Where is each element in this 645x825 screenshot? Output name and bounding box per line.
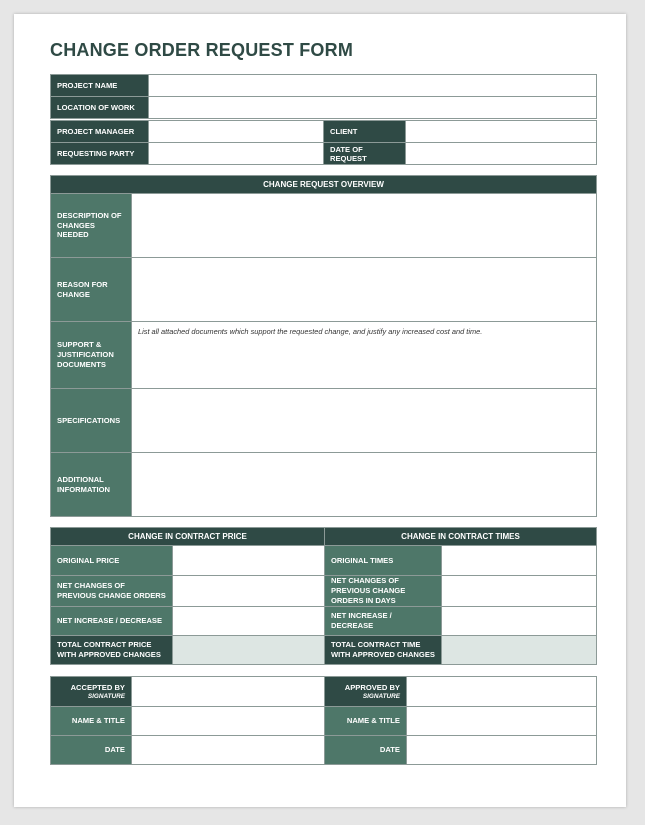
contract-price-header: CHANGE IN CONTRACT PRICE	[51, 528, 325, 546]
description-field[interactable]	[132, 194, 597, 258]
approved-name-title-label: NAME & TITLE	[325, 707, 407, 736]
accepted-name-title-label: NAME & TITLE	[51, 707, 132, 736]
total-time-label: TOTAL CONTRACT TIME WITH APPROVED CHANGES	[325, 635, 442, 664]
change-request-overview-table	[50, 175, 597, 517]
net-previous-price-field[interactable]	[173, 576, 325, 607]
original-price-field[interactable]	[173, 546, 325, 576]
net-previous-price-label: NET CHANGES OF PREVIOUS CHANGE ORDERS	[51, 576, 173, 607]
net-previous-times-label: NET CHANGES OF PREVIOUS CHANGE ORDERS IN DAYS	[325, 576, 442, 607]
accepted-by-text: ACCEPTED BY	[70, 683, 125, 692]
overview-header: CHANGE REQUEST OVERVIEW	[51, 176, 597, 194]
total-price-label: TOTAL CONTRACT PRICE WITH APPROVED CHANGES	[51, 635, 173, 664]
accepted-date-field[interactable]	[132, 736, 325, 765]
form-page	[14, 14, 626, 807]
additional-info-label: ADDITIONAL INFORMATION	[51, 453, 132, 517]
location-of-work-label: LOCATION OF WORK	[51, 97, 149, 119]
project-name-label: PROJECT NAME	[51, 75, 149, 97]
approved-date-field[interactable]	[407, 736, 597, 765]
specifications-field[interactable]	[132, 389, 597, 453]
client-field[interactable]	[406, 121, 597, 143]
project-manager-label: PROJECT MANAGER	[51, 121, 149, 143]
accepted-date-label: DATE	[51, 736, 132, 765]
approved-name-title-field[interactable]	[407, 707, 597, 736]
reason-field[interactable]	[132, 258, 597, 322]
additional-info-field[interactable]	[132, 453, 597, 517]
accepted-by-label	[51, 677, 132, 707]
contract-times-header: CHANGE IN CONTRACT TIMES	[325, 528, 597, 546]
net-increase-times-field[interactable]	[442, 606, 597, 635]
total-price-field[interactable]	[173, 635, 325, 664]
support-note[interactable]: List all attached documents which support the requested change, and justify any increased cost and time.	[132, 322, 597, 389]
original-times-field[interactable]	[442, 546, 597, 576]
requesting-party-field[interactable]	[149, 143, 324, 165]
original-price-label: ORIGINAL PRICE	[51, 546, 173, 576]
specifications-label: SPECIFICATIONS	[51, 389, 132, 453]
net-previous-times-field[interactable]	[442, 576, 597, 607]
date-of-request-label: DATE OF REQUEST	[324, 143, 406, 165]
approved-by-text: APPROVED BY	[344, 683, 400, 692]
contract-changes-table	[50, 527, 597, 665]
form-title: CHANGE ORDER REQUEST FORM	[50, 40, 354, 60]
project-manager-field[interactable]	[149, 121, 324, 143]
signoff-table	[50, 676, 597, 765]
net-increase-times-label: NET INCREASE / DECREASE	[325, 606, 442, 635]
net-increase-price-label: NET INCREASE / DECREASE	[51, 606, 173, 635]
reason-label: REASON FOR CHANGE	[51, 258, 132, 322]
accepted-signature-caption: SIGNATURE	[87, 693, 125, 700]
approved-signature-caption: SIGNATURE	[362, 693, 400, 700]
description-label: DESCRIPTION OF CHANGES NEEDED	[51, 194, 132, 258]
accepted-name-title-field[interactable]	[132, 707, 325, 736]
project-contacts-table	[50, 120, 597, 165]
project-name-field[interactable]	[149, 75, 597, 97]
location-of-work-field[interactable]	[149, 97, 597, 119]
approved-by-signature-field[interactable]	[407, 677, 597, 707]
requesting-party-label: REQUESTING PARTY	[51, 143, 149, 165]
approved-by-label	[325, 677, 407, 707]
client-label: CLIENT	[324, 121, 406, 143]
date-of-request-field[interactable]	[406, 143, 597, 165]
original-times-label: ORIGINAL TIMES	[325, 546, 442, 576]
net-increase-price-field[interactable]	[173, 606, 325, 635]
accepted-by-signature-field[interactable]	[132, 677, 325, 707]
total-time-field[interactable]	[442, 635, 597, 664]
support-label: SUPPORT & JUSTIFICATION DOCUMENTS	[51, 322, 132, 389]
approved-date-label: DATE	[325, 736, 407, 765]
project-info-table	[50, 74, 597, 119]
